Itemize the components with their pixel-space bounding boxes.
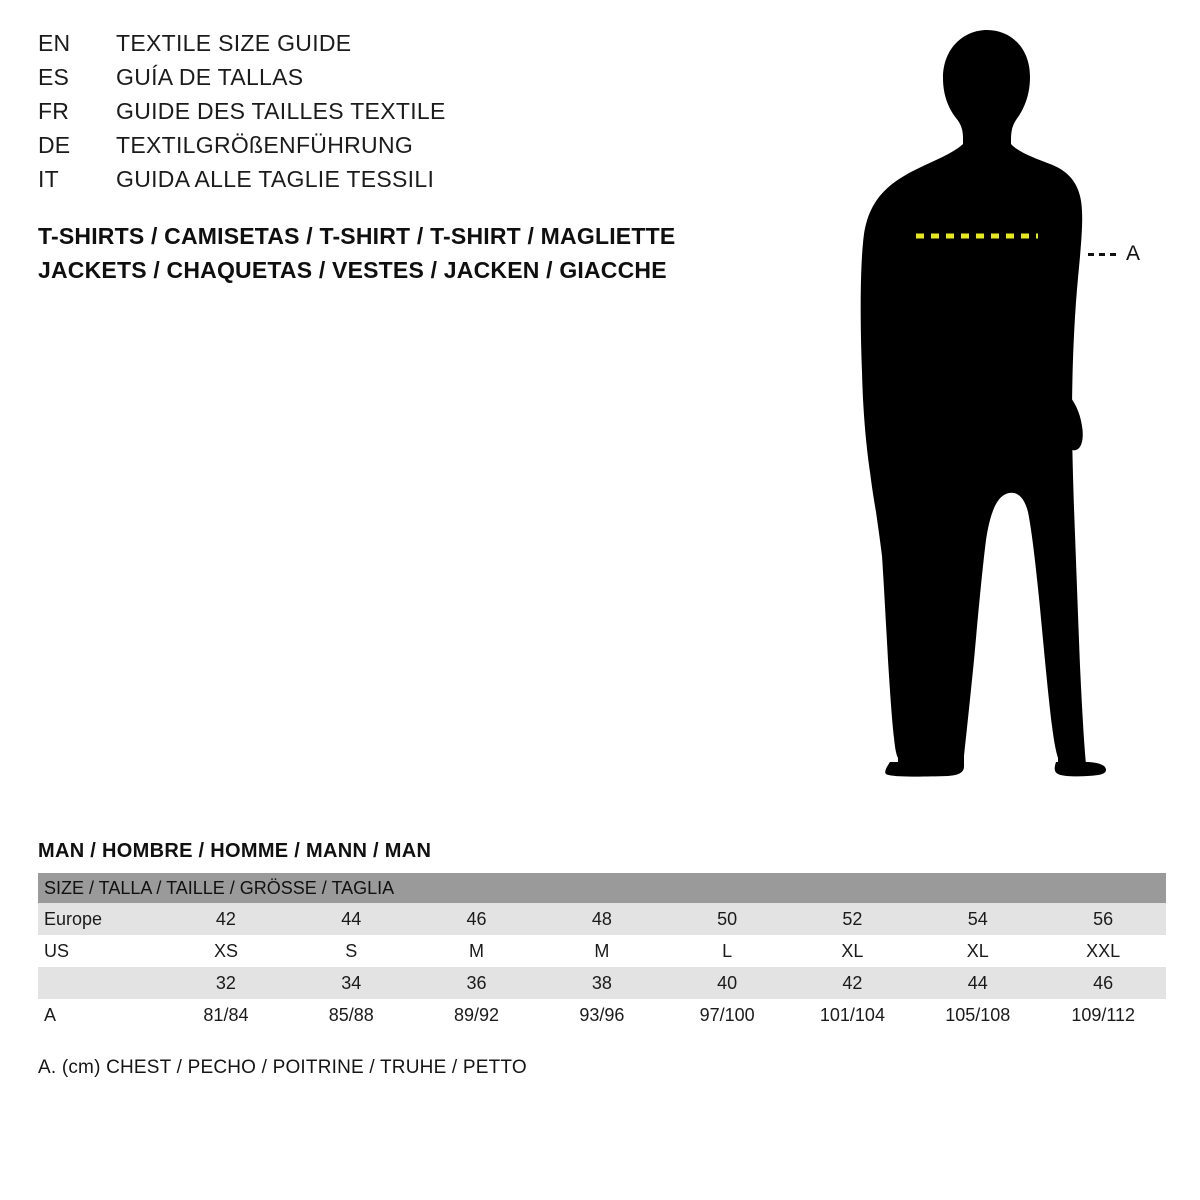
language-code: FR [38, 98, 70, 124]
table-row [38, 967, 1166, 999]
table-cell: XS [163, 935, 288, 967]
table-header-label: SIZE / TALLA / TAILLE / GRÖSSE / TAGLIA [38, 873, 1166, 903]
row-label: US [38, 935, 163, 967]
table-cell: S [289, 935, 414, 967]
male-silhouette-figure [830, 20, 1170, 780]
table-footnote: A. (cm) CHEST / PECHO / POITRINE / TRUHE / PETTO [38, 1057, 527, 1078]
table-cell: 89/92 [414, 999, 539, 1031]
language-row [38, 166, 758, 200]
language-code: ES [38, 64, 70, 90]
table-cell: 93/96 [539, 999, 664, 1031]
table-cell: 36 [414, 967, 539, 999]
row-label [38, 967, 163, 999]
language-row [38, 30, 758, 64]
category-line-jackets: JACKETS / CHAQUETAS / VESTES / JACKEN / GIACCHE [38, 257, 667, 283]
table-cell: 101/104 [790, 999, 915, 1031]
table-row [38, 999, 1166, 1031]
table-cell: M [414, 935, 539, 967]
table-cell: 105/108 [915, 999, 1040, 1031]
language-title: GUIDE DES TAILLES TEXTILE [116, 98, 446, 124]
table-row [38, 903, 1166, 935]
language-header-block [38, 30, 758, 200]
row-label: A [38, 999, 163, 1031]
table-cell: 46 [414, 903, 539, 935]
table-cell: 46 [1040, 967, 1166, 999]
table-cell: 32 [163, 967, 288, 999]
language-title: TEXTILGRÖßENFÜHRUNG [116, 132, 414, 158]
language-title: TEXTILE SIZE GUIDE [116, 30, 352, 56]
measure-leader-line [1088, 253, 1118, 256]
row-label: Europe [38, 903, 163, 935]
table-cell: M [539, 935, 664, 967]
size-table [38, 873, 1166, 1031]
table-cell: L [664, 935, 789, 967]
table-cell: 44 [915, 967, 1040, 999]
table-cell: 44 [289, 903, 414, 935]
language-code: IT [38, 166, 59, 192]
table-cell: 52 [790, 903, 915, 935]
table-cell: 38 [539, 967, 664, 999]
table-cell: 48 [539, 903, 664, 935]
table-cell: 42 [790, 967, 915, 999]
table-cell: 40 [664, 967, 789, 999]
category-block [38, 219, 798, 287]
language-row [38, 64, 758, 98]
table-cell: 50 [664, 903, 789, 935]
table-cell: XXL [1040, 935, 1166, 967]
table-cell: 54 [915, 903, 1040, 935]
table-cell: 34 [289, 967, 414, 999]
table-cell: 42 [163, 903, 288, 935]
table-cell: 109/112 [1040, 999, 1166, 1031]
language-title: GUÍA DE TALLAS [116, 64, 304, 90]
size-table-section [38, 840, 1166, 1079]
table-cell: 56 [1040, 903, 1166, 935]
silhouette-icon [830, 20, 1170, 780]
table-header-row [38, 873, 1166, 903]
table-row [38, 935, 1166, 967]
language-row [38, 132, 758, 166]
table-cell: 81/84 [163, 999, 288, 1031]
table-cell: 97/100 [664, 999, 789, 1031]
table-cell: XL [915, 935, 1040, 967]
language-code: EN [38, 30, 71, 56]
table-cell: 85/88 [289, 999, 414, 1031]
language-row [38, 98, 758, 132]
table-cell: XL [790, 935, 915, 967]
table-section-title: MAN / HOMBRE / HOMME / MANN / MAN [38, 840, 432, 862]
language-title: GUIDA ALLE TAGLIE TESSILI [116, 166, 435, 192]
language-code: DE [38, 132, 71, 158]
measure-label-a: A [1126, 242, 1141, 265]
category-line-tshirts: T-SHIRTS / CAMISETAS / T-SHIRT / T-SHIRT / MAGLIETTE [38, 223, 676, 249]
